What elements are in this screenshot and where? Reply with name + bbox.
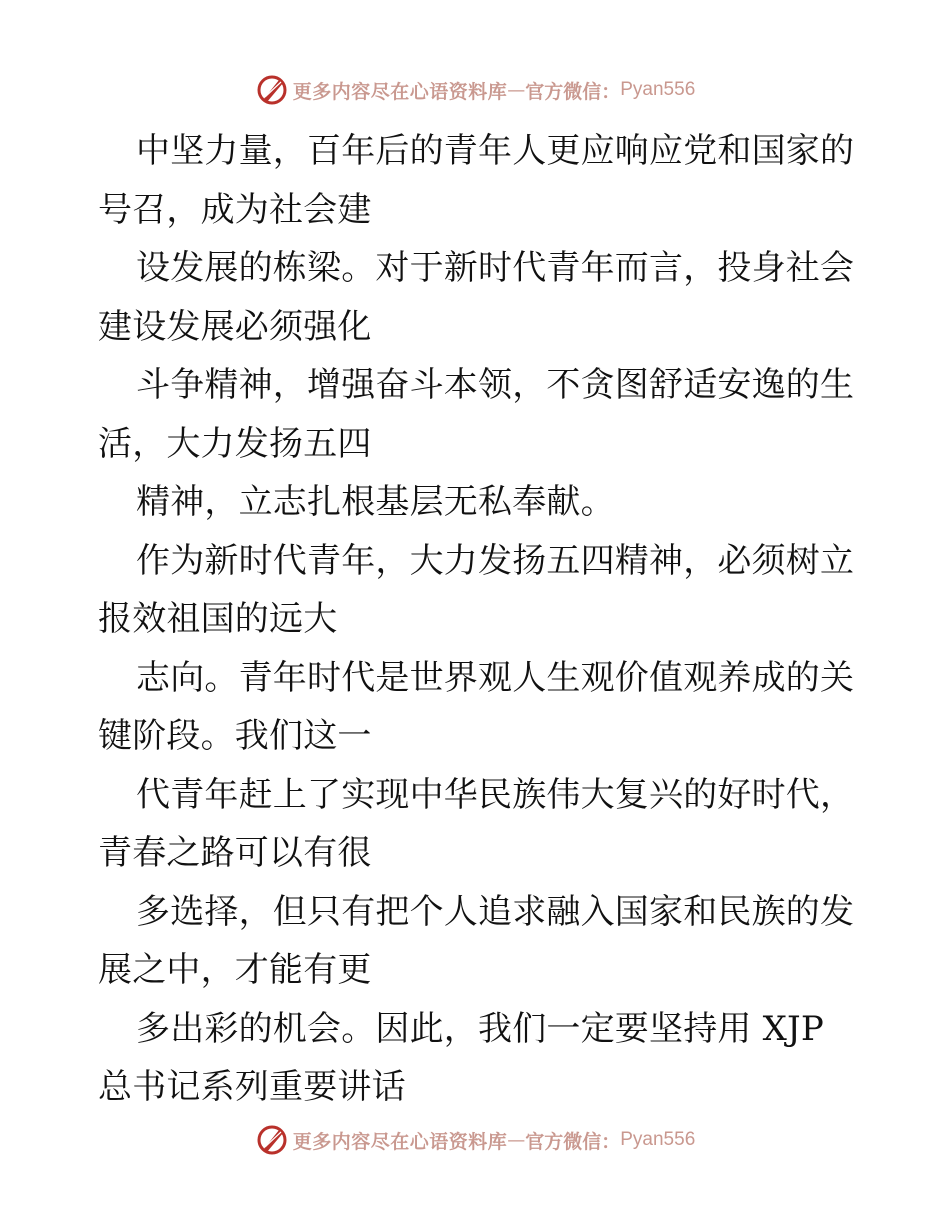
text-line: 总书记系列重要讲话 bbox=[98, 1067, 406, 1107]
header-dash: — bbox=[507, 79, 526, 101]
text-line: 多选择，但只有把个人追求融入国家和民族的发 bbox=[136, 891, 855, 932]
text-line: 精神，立志扎根基层无私奉献。 bbox=[136, 482, 615, 522]
header-brand-text: 更多内容尽在心语资料库 bbox=[292, 80, 508, 103]
footer-brand-text: 更多内容尽在心语资料库 bbox=[292, 1130, 508, 1153]
text-line: 斗争精神，增强奋斗本领，不贪图舒适安逸的生 bbox=[136, 365, 855, 405]
quill-logo-icon bbox=[255, 73, 289, 107]
text-line: 代青年赶上了实现中华民族伟大复兴的好时代， bbox=[136, 774, 855, 815]
text-line: 号召，成为社会建 bbox=[98, 189, 372, 230]
header-wechat-id: Pyan556 bbox=[620, 79, 696, 100]
document-body bbox=[98, 122, 858, 1117]
text-line: 志向。青年时代是世界观人生观价值观养成的关 bbox=[136, 657, 855, 698]
header-wechat-label: 官方微信： bbox=[525, 80, 621, 103]
text-line: 键阶段。我们这一 bbox=[98, 716, 372, 756]
quill-logo-icon bbox=[255, 1123, 289, 1157]
footer-wechat-label: 官方微信： bbox=[525, 1130, 621, 1153]
text-line: 建设发展必须强化 bbox=[98, 306, 372, 347]
text-line: 展之中，才能有更 bbox=[98, 950, 372, 990]
text-line: 青春之路可以有很 bbox=[98, 833, 372, 873]
text-line: 中坚力量，百年后的青年人更应响应党和国家的 bbox=[136, 131, 855, 171]
text-line: 设发展的栋梁。对于新时代青年而言，投身社会 bbox=[136, 248, 855, 288]
text-line: 报效祖国的远大 bbox=[98, 599, 338, 639]
footer-banner bbox=[0, 1120, 950, 1160]
footer-wechat-id: Pyan556 bbox=[620, 1129, 696, 1150]
text-line: 多出彩的机会。因此，我们一定要坚持用 XJP bbox=[136, 1008, 824, 1049]
text-line: 活，大力发扬五四 bbox=[98, 423, 372, 464]
text-line: 作为新时代青年，大力发扬五四精神，必须树立 bbox=[136, 540, 855, 581]
footer-dash: — bbox=[507, 1129, 526, 1151]
header-banner bbox=[0, 70, 950, 110]
